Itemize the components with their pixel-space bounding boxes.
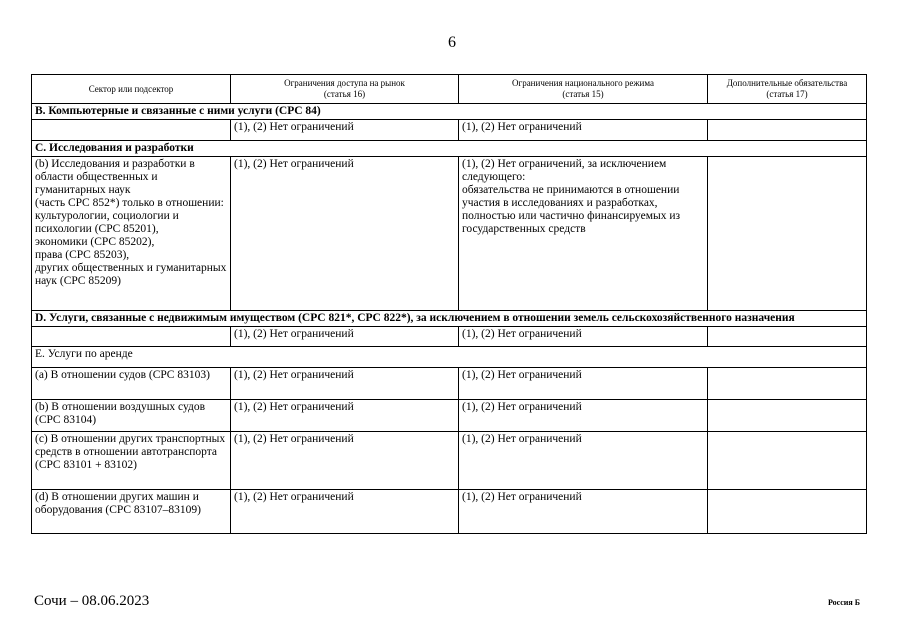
cell-additional <box>708 368 867 400</box>
cell-national-treatment: (1), (2) Нет ограничений <box>459 368 708 400</box>
section-b-title: B. Компьютерные и связанные с ними услуги (CPC 84) <box>32 104 867 120</box>
sector-text: других общественных и гуманитарных наук (CPC 85209) <box>35 262 227 287</box>
cell-sector: (c) В отношении других транспортных средств в отношении автотранспорта (CPC 83101 + 83102) <box>32 432 231 490</box>
table-row <box>32 400 867 432</box>
cell-national-treatment: (1), (2) Нет ограничений <box>459 327 708 347</box>
cell-additional <box>708 432 867 490</box>
table-row <box>32 120 867 141</box>
cell-market-access: (1), (2) Нет ограничений <box>231 327 459 347</box>
cell-market-access: (1), (2) Нет ограничений <box>231 400 459 432</box>
header-additional-commitments <box>708 75 867 104</box>
cell-market-access: (1), (2) Нет ограничений <box>231 157 459 311</box>
header-national-treatment-article: (статья 15) <box>562 89 604 99</box>
national-treatment-text: обязательства не принимаются в отношении участия в исследованиях и разработках, полностью или частично финансируемых из государственных средств <box>462 184 681 235</box>
footer-place-date: Сочи – 08.06.2023 <box>34 593 150 609</box>
section-d-title: D. Услуги, связанные с недвижимым имуществом (CPC 821*, CPC 822*), за исключением в отношении земель сельскохозяйственного назначения <box>32 311 867 327</box>
cell-additional <box>708 120 867 141</box>
section-e-title: E. Услуги по аренде <box>32 347 867 368</box>
sector-text: (часть CPC 852*) только в отношении: <box>35 197 224 209</box>
cell-additional <box>708 327 867 347</box>
cell-market-access: (1), (2) Нет ограничений <box>231 490 459 534</box>
schedule-table <box>31 74 867 534</box>
cell-sector: (d) В отношении других машин и оборудования (CPC 83107–83109) <box>32 490 231 534</box>
sector-text: культурологии, социологии и психологии (CPC 85201), <box>35 210 179 235</box>
footer-country: Россия Б <box>827 598 860 607</box>
cell-market-access: (1), (2) Нет ограничений <box>231 432 459 490</box>
page-number: 6 <box>448 34 456 51</box>
section-c-row <box>32 141 867 157</box>
table-row <box>32 327 867 347</box>
cell-sector <box>32 327 231 347</box>
sector-text: (b) Исследования и разработки в области общественных и гуманитарных наук <box>35 158 195 196</box>
cell-national-treatment <box>459 157 708 311</box>
table-header-row <box>32 75 867 104</box>
section-d-row <box>32 311 867 327</box>
national-treatment-text: (1), (2) Нет ограничений, за исключением следующего: <box>462 158 667 183</box>
cell-additional <box>708 490 867 534</box>
table-row <box>32 490 867 534</box>
cell-sector: (b) В отношении воздушных судов (CPC 83104) <box>32 400 231 432</box>
cell-national-treatment: (1), (2) Нет ограничений <box>459 490 708 534</box>
table-row <box>32 432 867 490</box>
cell-national-treatment: (1), (2) Нет ограничений <box>459 432 708 490</box>
section-b-row <box>32 104 867 120</box>
header-market-access-title: Ограничения доступа на рынок <box>284 78 405 88</box>
cell-sector <box>32 120 231 141</box>
header-additional-article: (статья 17) <box>766 89 808 99</box>
sector-text: экономики (CPC 85202), <box>35 236 155 248</box>
cell-additional <box>708 157 867 311</box>
header-national-treatment <box>459 75 708 104</box>
cell-sector <box>32 157 231 311</box>
header-sector: Сектор или подсектор <box>32 75 231 104</box>
table-row <box>32 368 867 400</box>
sector-text: права (CPC 85203), <box>35 249 130 261</box>
header-market-access-article: (статья 16) <box>323 89 366 99</box>
section-e-row <box>32 347 867 368</box>
section-c-title: C. Исследования и разработки <box>32 141 867 157</box>
cell-sector: (a) В отношении судов (CPC 83103) <box>32 368 231 400</box>
cell-national-treatment: (1), (2) Нет ограничений <box>459 120 708 141</box>
cell-national-treatment: (1), (2) Нет ограничений <box>459 400 708 432</box>
cell-additional <box>708 400 867 432</box>
header-market-access <box>231 75 459 104</box>
header-national-treatment-title: Ограничения национального режима <box>512 78 654 88</box>
cell-market-access: (1), (2) Нет ограничений <box>231 120 459 141</box>
cell-market-access: (1), (2) Нет ограничений <box>231 368 459 400</box>
table-row <box>32 157 867 311</box>
header-additional-title: Дополнительные обязательства <box>726 78 848 88</box>
